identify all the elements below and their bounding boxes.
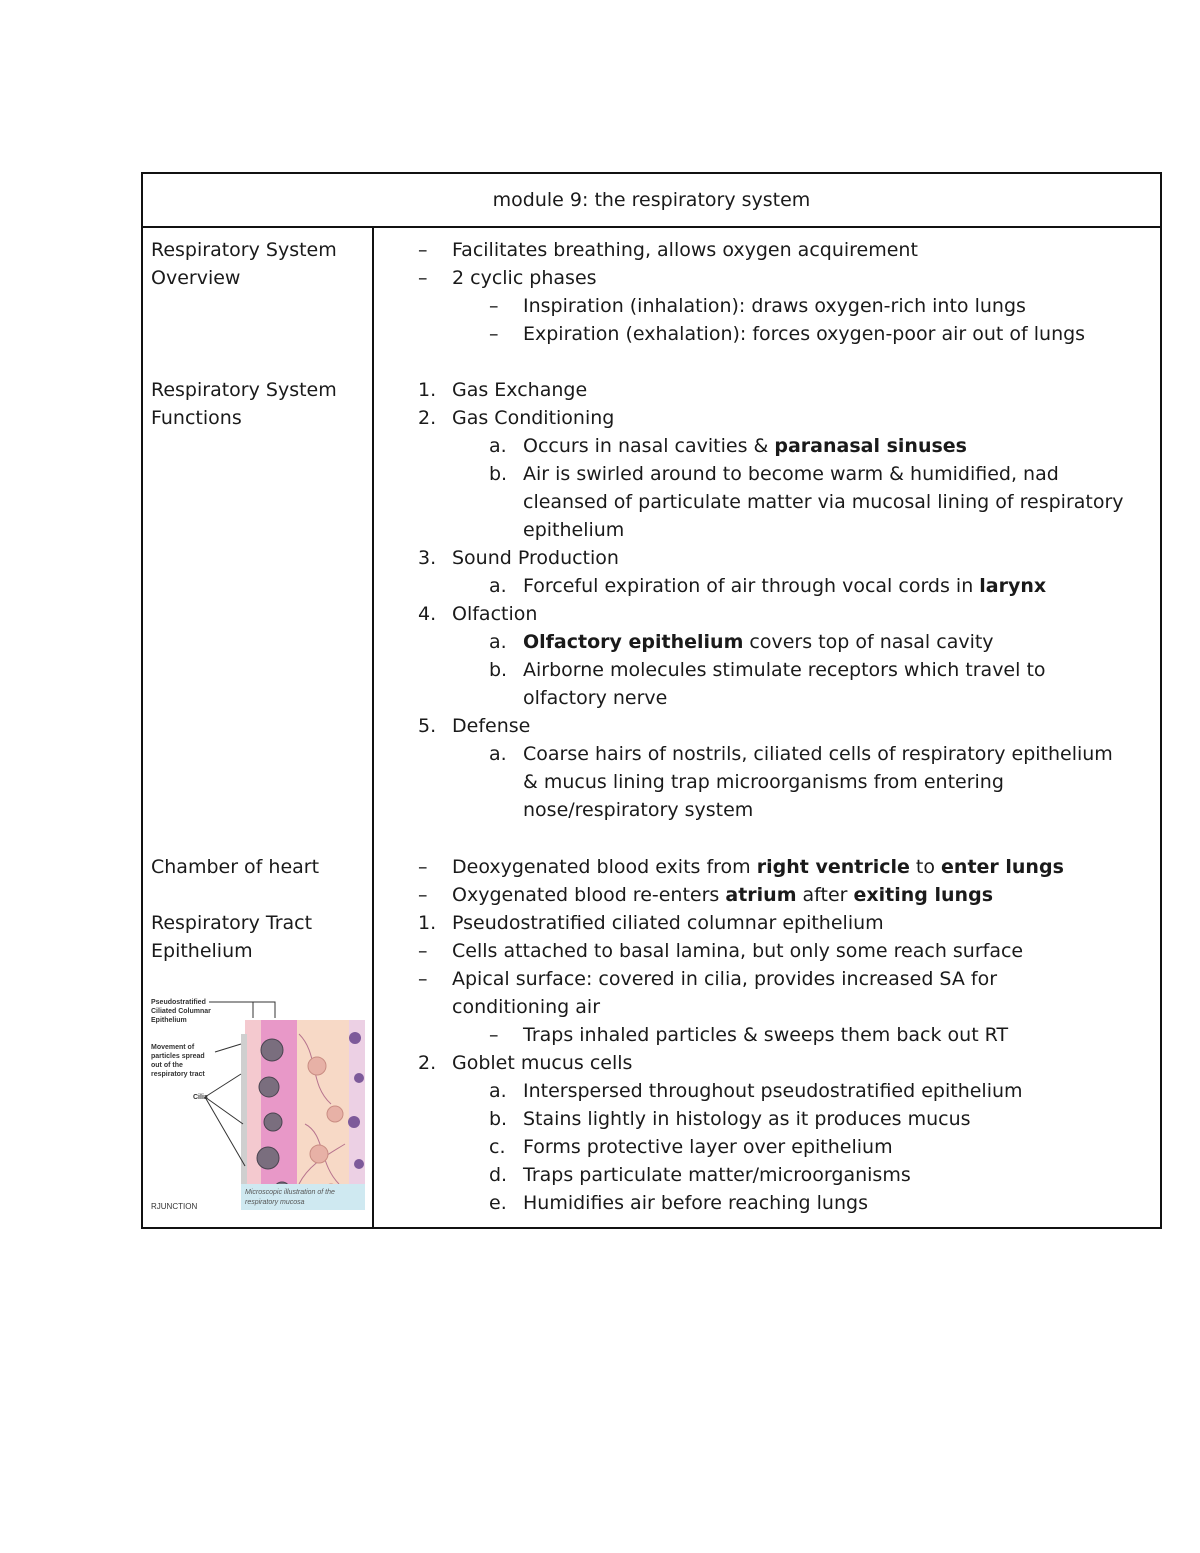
function-3: Sound Production <box>452 547 619 569</box>
overview-line-1: Facilitates breathing, allows oxygen acquirement <box>452 239 918 261</box>
topic-overview: Respiratory System Overview <box>151 239 337 289</box>
list-number: 1. <box>418 912 437 934</box>
function-2a-bold: paranasal sinuses <box>774 435 967 457</box>
function-4b-line-1: Airborne molecules stimulate receptors which travel to <box>523 659 1046 681</box>
heart-2-text: Oxygenated blood re-enters <box>452 884 726 906</box>
overview-line-4: Expiration (exhalation): forces oxygen-poor air out of lungs <box>523 323 1086 345</box>
function-5a-line-1: Coarse hairs of nostrils, ciliated cells of respiratory epithelium <box>523 743 1113 765</box>
bullet-dash: – <box>418 968 428 990</box>
function-5a-line-3: nose/respiratory system <box>523 799 754 821</box>
function-5a-line-2: & mucus lining trap microorganisms from entering <box>523 771 1004 793</box>
list-letter: b. <box>489 463 508 485</box>
function-4a <box>523 628 994 656</box>
list-letter: d. <box>489 1164 508 1186</box>
function-4a-text: covers top of nasal cavity <box>743 631 994 653</box>
fig-caption-1: Microscopic illustration of the <box>245 1189 335 1196</box>
bullet-dash: – <box>489 295 499 317</box>
heart-line-1 <box>452 853 1064 881</box>
overview-line-3: Inspiration (inhalation): draws oxygen-rich into lungs <box>523 295 1026 317</box>
fig-caption-2: respiratory mucosa <box>245 1199 305 1206</box>
heart-line-2 <box>452 881 993 909</box>
list-letter: b. <box>489 1108 508 1130</box>
heart-1-bold-1: right ventricle <box>756 856 910 878</box>
fig-label-pseudo-3: Epithelium <box>151 1017 187 1024</box>
function-2a <box>523 432 967 460</box>
bullet-dash: – <box>489 1024 499 1046</box>
module-title-text: module 9: the respiratory system <box>492 189 811 211</box>
heart-2-bold-1: atrium <box>725 884 797 906</box>
topic-functions: Respiratory System Functions <box>151 379 337 429</box>
function-1: Gas Exchange <box>452 379 588 401</box>
goblet-b: Stains lightly in histology as it produces mucus <box>523 1108 971 1130</box>
bullet-dash: – <box>418 940 428 962</box>
epithelium-4: Traps inhaled particles & sweeps them back out RT <box>523 1024 1009 1046</box>
epithelium-2: Cells attached to basal lamina, but only some reach surface <box>452 940 1024 962</box>
respiratory-mucosa-illustration <box>149 994 365 1216</box>
fig-label-move-2: particles spread <box>151 1053 205 1060</box>
bullet-dash: – <box>418 267 428 289</box>
notes-table <box>141 172 1162 1229</box>
fig-label-move-1: Movement of <box>151 1044 195 1051</box>
bullet-dash: – <box>418 884 428 906</box>
epithelium-3-line-2: conditioning air <box>452 996 601 1018</box>
bullet-dash: – <box>418 239 428 261</box>
fig-label-cilia: Cilia <box>193 1094 208 1101</box>
heart-1-bold-2: enter lungs <box>941 856 1064 878</box>
list-number: 2. <box>418 407 437 429</box>
function-2b-line-2: cleansed of particulate matter via mucosal lining of respiratory <box>523 491 1124 513</box>
function-2: Gas Conditioning <box>452 407 615 429</box>
function-4a-bold: Olfactory epithelium <box>523 631 744 653</box>
list-letter: e. <box>489 1192 507 1214</box>
fig-label-move-3: out of the <box>151 1062 183 1069</box>
function-2b-line-1: Air is swirled around to become warm & humidified, nad <box>523 463 1059 485</box>
list-number: 1. <box>418 379 437 401</box>
function-2a-text: Occurs in nasal cavities & <box>523 435 775 457</box>
goblet-c: Forms protective layer over epithelium <box>523 1136 893 1158</box>
fig-footer: RJUNCTION <box>151 1202 198 1211</box>
list-letter: b. <box>489 659 508 681</box>
list-number: 2. <box>418 1052 437 1074</box>
goblet-cells: Goblet mucus cells <box>452 1052 633 1074</box>
list-number: 5. <box>418 715 437 737</box>
goblet-e: Humidifies air before reaching lungs <box>523 1192 868 1214</box>
epithelium-3-line-1: Apical surface: covered in cilia, provides increased SA for <box>452 968 998 990</box>
heart-2-text-mid: after <box>796 884 854 906</box>
goblet-a: Interspersed throughout pseudostratified epithelium <box>523 1080 1023 1102</box>
heart-2-bold-2: exiting lungs <box>853 884 993 906</box>
goblet-d: Traps particulate matter/microorganisms <box>523 1164 911 1186</box>
list-letter: c. <box>489 1136 506 1158</box>
heart-1-text: Deoxygenated blood exits from <box>452 856 757 878</box>
list-number: 4. <box>418 603 437 625</box>
function-4: Olfaction <box>452 603 538 625</box>
list-letter: a. <box>489 743 507 765</box>
list-letter: a. <box>489 575 507 597</box>
list-letter: a. <box>489 1080 507 1102</box>
module-title <box>143 174 1160 228</box>
function-3a-bold: larynx <box>979 575 1047 597</box>
list-letter: a. <box>489 435 507 457</box>
fig-label-move-4: respiratory tract <box>151 1071 205 1078</box>
epithelium-1: Pseudostratified ciliated columnar epithelium <box>452 912 884 934</box>
topic-heart: Chamber of heart <box>151 856 320 878</box>
bullet-dash: – <box>489 323 499 345</box>
fig-label-pseudo-2: Ciliated Columnar <box>151 1008 211 1015</box>
function-4b-line-2: olfactory nerve <box>523 687 668 709</box>
content-column <box>374 226 1160 1227</box>
heart-1-text-mid: to <box>909 856 942 878</box>
function-3a-text: Forceful expiration of air through vocal cords in <box>523 575 980 597</box>
topics-column <box>143 226 374 1227</box>
function-3a <box>523 572 1046 600</box>
topic-epithelium: Respiratory Tract Epithelium <box>151 912 313 962</box>
list-number: 3. <box>418 547 437 569</box>
bullet-dash: – <box>418 856 428 878</box>
function-2b-line-3: epithelium <box>523 519 625 541</box>
overview-line-2: 2 cyclic phases <box>452 267 597 289</box>
function-5: Defense <box>452 715 531 737</box>
fig-label-pseudo-1: Pseudostratified <box>151 999 206 1006</box>
list-letter: a. <box>489 631 507 653</box>
